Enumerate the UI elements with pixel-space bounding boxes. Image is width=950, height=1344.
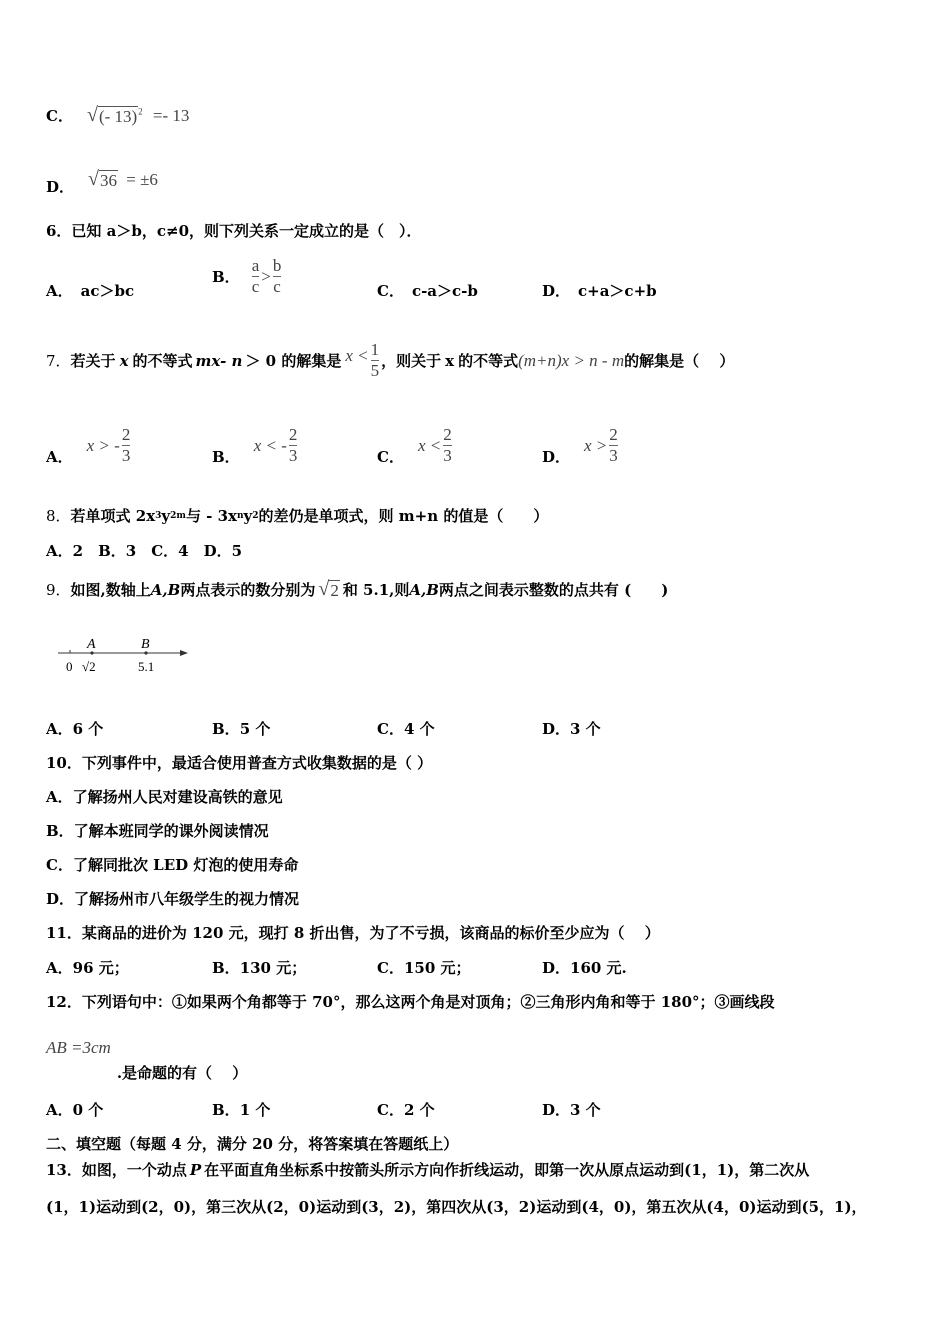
question-6-stem: 6．已知 a＞b，c≠0，则下列关系一定成立的是（ ）． xyxy=(46,222,422,240)
q11-option-a[interactable]: A． 96 元； xyxy=(46,959,129,977)
q6-option-c[interactable]: C． c-a＞c-b xyxy=(377,282,478,300)
fraction: $\frac{b}{c}$ xyxy=(272,256,282,296)
q9-option-b[interactable]: B． 5 个 xyxy=(212,720,271,738)
option-label: C． xyxy=(46,107,73,125)
question-12-cont: AB =3cm .是命题的有（ ） xyxy=(46,1038,248,1082)
q6-option-b[interactable]: B． $\frac{a}{c}$ > $\frac{b}{c}$ xyxy=(212,256,282,296)
question-13-cont: (1，1)运动到(2，0)，第三次从(2，0)运动到(3，2)，第四次从(3，2)运动到(4，0)，第五次从(4，0)运动到(5，1)， xyxy=(46,1198,867,1216)
q9-option-a[interactable]: A． 6 个 xyxy=(46,720,104,738)
tick-sqrt2: √2 xyxy=(82,659,96,674)
number-line-figure xyxy=(58,630,198,684)
q8-options: A．2 B．3 C．4 D．5 xyxy=(46,542,243,560)
question-8-stem: 8． 若单项式 2x 3 y 2m 与 - 3x n y 2 的差仍是单项式，则 m+n 的值是（ ） xyxy=(46,506,549,525)
q10-option-a[interactable]: A．了解扬州人民对建设高铁的意见 xyxy=(46,788,283,806)
q10-option-c[interactable]: C．了解同批次 LED 灯泡的使用寿命 xyxy=(46,856,299,874)
fraction: $\frac{a}{c}$ xyxy=(251,256,260,296)
question-7-stem: 7． 若关于 x 的不等式 mx- n ＞ 0 的解集是 x < $\frac{1}{5}$ ，则关于 x 的不等式 (m+n)x > n - m 的解集是（ ） xyxy=(46,340,735,380)
option-d[interactable] xyxy=(46,162,158,197)
q6-option-d[interactable]: D． c+a＞c+b xyxy=(542,282,657,300)
q7-option-d[interactable]: D． x > $\frac{2}{3}$ xyxy=(542,425,618,466)
q7-option-b[interactable]: B． x < - $\frac{2}{3}$ xyxy=(212,425,298,466)
tick-0: 0 xyxy=(66,659,73,674)
math-expression: √ (- 13) $^2$ =- 13 xyxy=(86,104,190,126)
q11-option-d[interactable]: D． 160 元. xyxy=(542,959,627,977)
q6-option-a[interactable]: A． ac＞bc xyxy=(46,282,135,300)
q9-option-d[interactable]: D． 3 个 xyxy=(542,720,601,738)
option-c[interactable] xyxy=(46,104,189,127)
question-10-stem: 10．下列事件中，最适合使用普查方式收集数据的是（ ） xyxy=(46,754,433,772)
q11-option-c[interactable]: C． 150 元； xyxy=(377,959,471,977)
section-title: 二、填空题（每题 4 分，满分 20 分，将答案填在答题纸上） xyxy=(46,1135,459,1153)
question-9-stem: 9． 如图,数轴上 A,B 两点表示的数分别为 √ 2 和 5.1,则 A,B 两点之间表示整数的点共有 ( ) xyxy=(46,578,669,600)
question-11-stem: 11．某商品的进价为 120 元，现打 8 折出售，为了不亏损，该商品的标价至少应为（ ） xyxy=(46,924,660,942)
q9-option-c[interactable]: C． 4 个 xyxy=(377,720,435,738)
q12-option-d[interactable]: D． 3 个 xyxy=(542,1101,601,1119)
tick-5-1: 5.1 xyxy=(138,659,155,674)
q10-option-b[interactable]: B．了解本班同学的课外阅读情况 xyxy=(46,822,269,840)
point-b-label: B xyxy=(141,637,150,652)
q12-option-a[interactable]: A． 0 个 xyxy=(46,1101,104,1119)
question-13-stem: 13．如图，一个动点 P 在平面直角坐标系中按箭头所示方向作折线运动，即第一次从原点运动到(1，1)，第二次从 xyxy=(46,1160,810,1179)
q7-option-c[interactable]: C． x < $\frac{2}{3}$ xyxy=(377,425,452,466)
q12-option-b[interactable]: B． 1 个 xyxy=(212,1101,271,1119)
point-a-label: A xyxy=(87,637,96,652)
q12-option-c[interactable]: C． 2 个 xyxy=(377,1101,435,1119)
q11-option-b[interactable]: B． 130 元； xyxy=(212,959,307,977)
q10-option-d[interactable]: D．了解扬州市八年级学生的视力情况 xyxy=(46,890,300,908)
question-12-stem: 12．下列语句中：①如果两个角都等于 70°，那么这两个角是对顶角；②三角形内角和等于 180°；③画线段 xyxy=(46,993,775,1011)
q7-option-a[interactable]: A． x > - $\frac{2}{3}$ xyxy=(46,425,131,466)
option-label: D． xyxy=(46,178,75,196)
math-expression: √ 36 = ±6 xyxy=(88,168,158,190)
